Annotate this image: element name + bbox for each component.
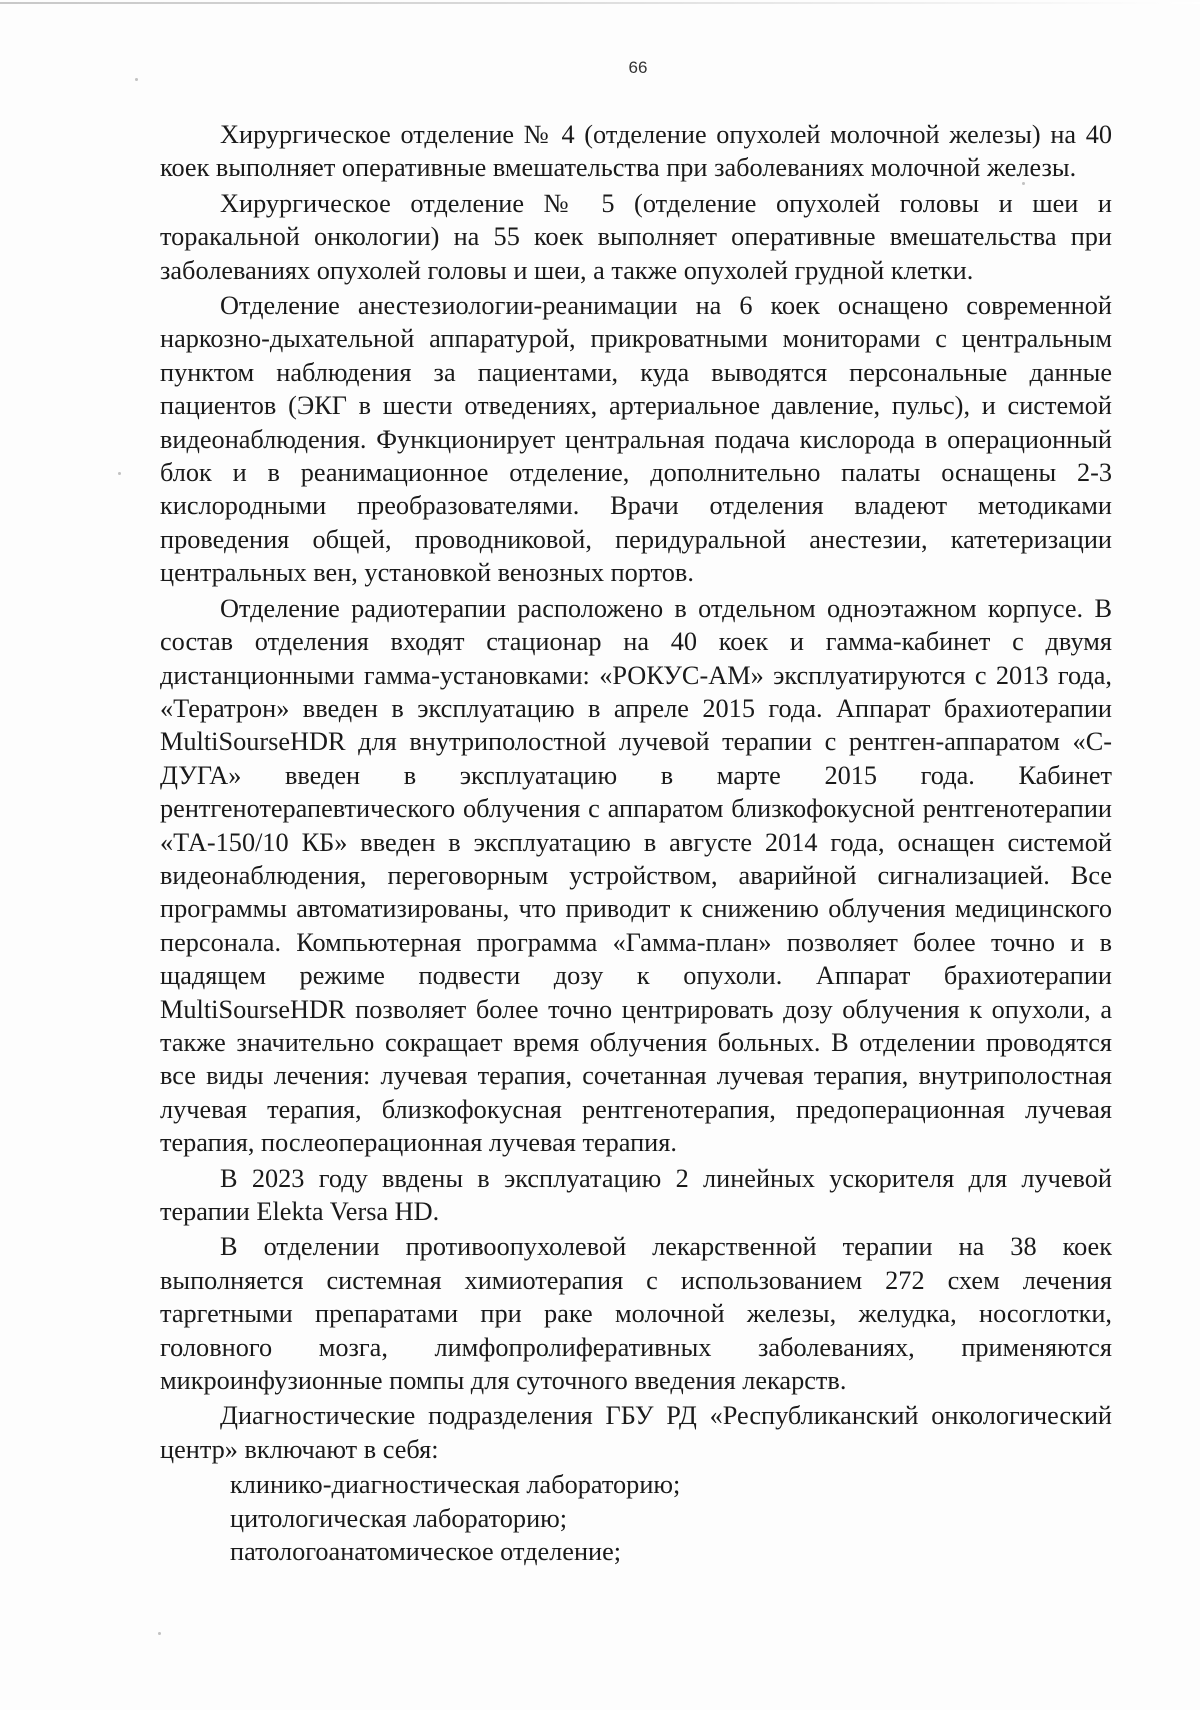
scan-speck <box>1022 182 1025 185</box>
list-item: клинико-диагностическая лабораторию; <box>230 1470 681 1500</box>
scan-speck <box>118 472 121 475</box>
list-item: патологоанатомическое отделение; <box>230 1537 622 1567</box>
scan-speck <box>135 78 138 81</box>
scan-speck <box>158 1632 161 1635</box>
paragraph-diagnostics: Диагностические подразделения ГБУ РД «Республиканский онкологический центр» включают в себя: <box>160 1401 1112 1464</box>
paragraph-surgical-dept-4: Хирургическое отделение № 4 (отделение опухолей молочной железы) на 40 коек выполняет оперативные вмешательства при заболеваниях молочной железы. <box>160 120 1112 183</box>
paragraph-chemotherapy: В отделении противоопухолевой лекарственной терапии на 38 коек выполняется системная химиотерапия с использованием 272 схем лечения таргетными препаратами при раке молочной железы, желудка, носоглотки, головного мозга, лимфопролиферативных заболеваниях, применяются микроинфузионные помпы для суточного введения лекарств. <box>160 1232 1112 1396</box>
paragraph-linear-accelerators: В 2023 году ввдены в эксплуатацию 2 линейных ускорителя для лучевой терапии Elekta Versa HD. <box>160 1163 1112 1226</box>
list-item: цитологическая лабораторию; <box>230 1503 568 1533</box>
scan-edge <box>0 2 1200 4</box>
paragraph-radiotherapy: Отделение радиотерапии расположено в отдельном одноэтажном корпусе. В состав отделения входят стационар на 40 коек и гамма-кабинет с двумя дистанционными гамма-установками: «РОКУС-АМ» эксплуатируются с 2013 года, «Тератрон» введен в эксплуатацию в апреле 2015 года. Аппарат брахиотерапии MultiSourseHDR для внутриполостной лучевой терапии с рентген-аппаратом «С-ДУГА» введен в эксплуатацию в марте 2015 года. Кабинет рентгенотерапевтического облучения с аппаратом близкофокусной рентгенотерапии «ТА-150/10 КБ» введен в эксплуатацию в августе 2014 года, оснащен системой видеонаблюдения, переговорным устройством, аварийной сигнализацией. Все программы автоматизированы, что приводит к снижению облучения медицинского персонала. Компьютерная программа «Гамма-план» позволяет более точно и в щадящем режиме подвести дозу к опухоли. Аппарат брахиотерапии MultiSourseHDR позволяет более точно центрировать дозу облучения к опухоли, а также значительно сокращает время облучения больных. В отделении проводятся все виды лечения: лучевая терапия, сочетанная лучевая терапия, внутриполостная лучевая терапия, близкофокусная рентгенотерапия, предоперационная лучевая терапия, послеоперационная лучевая терапия. <box>160 593 1112 1158</box>
paragraph-anesthesiology: Отделение анестезиологии-реанимации на 6 коек оснащено современной наркозно-дыхательной аппаратурой, прикроватными мониторами с центральным пунктом наблюдения за пациентами, куда выводятся персональные данные пациентов (ЭКГ в шести отведениях, артериальное давление, пульс), и системой видеонаблюдения. Функционирует центральная подача кислорода в операционный блок и в реанимационное отделение, дополнительно палаты оснащены 2-3 кислородными преобразователями. Врачи отделения владеют методиками проведения общей, проводниковой, перидуральной анестезии, катетеризации центральных вен, установкой венозных портов. <box>160 291 1112 588</box>
paragraph-surgical-dept-5: Хирургическое отделение № 5 (отделение опухолей головы и шеи и торакальной онкологии) на 55 коек выполняет оперативные вмешательства при заболеваниях опухолей головы и шеи, а также опухолей грудной клетки. <box>160 188 1112 285</box>
page-number: 66 <box>628 58 648 77</box>
document-body <box>160 118 1112 1568</box>
